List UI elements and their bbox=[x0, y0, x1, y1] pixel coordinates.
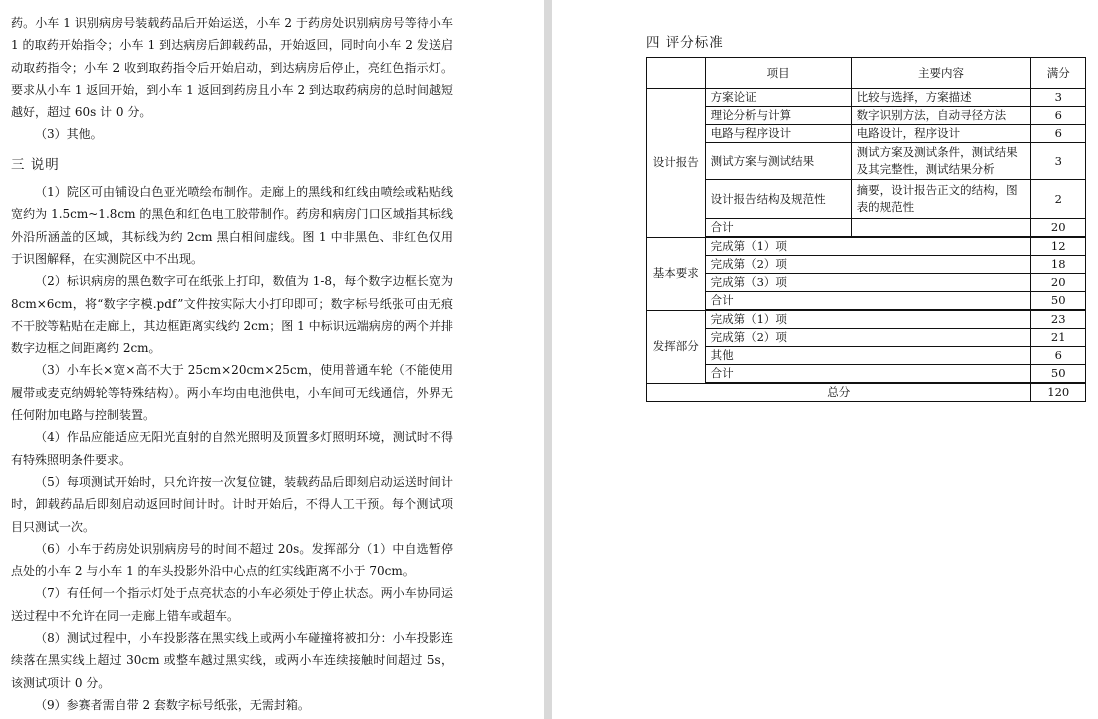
subtotal-row bbox=[647, 292, 1086, 311]
total-value: 120 bbox=[1031, 383, 1086, 402]
table-row bbox=[647, 256, 1086, 274]
content-cell: 数字识别方法，自动寻径方法 bbox=[851, 107, 1031, 125]
subtotal-value: 50 bbox=[1031, 292, 1086, 311]
note-4: （4）作品应能适应无阳光直射的自然光照明及顶置多灯照明环境，测试时不得有特殊照明条件要求。 bbox=[11, 430, 453, 467]
item-cell: 其他 bbox=[705, 347, 1031, 365]
score-cell: 3 bbox=[1031, 89, 1086, 107]
section-4-title: 四 评分标准 bbox=[646, 35, 724, 51]
subtotal-row bbox=[647, 365, 1086, 384]
table-row bbox=[647, 180, 1086, 219]
total-label: 总分 bbox=[647, 383, 1031, 402]
note-2: （2）标识病房的黑色数字可在纸张上打印，数值为 1-8，每个数字边框长宽为 8cm×6cm，将“数字字模.pdf”文件按实际大小打印即可；数字标号纸张可由无痕不干胶等粘贴在走廊上，其边框距离实线约 2cm；图 1 中标识远端病房的两个并排数字边框之间距离约 2cm。 bbox=[11, 274, 453, 356]
intro-paragraph: 药。小车 1 识别病房号装载药品后开始运送，小车 2 于药房处识别病房号等待小车 1 的取药开始指令；小车 1 到达病房后卸载药品，开始返回，同时向小车 2 发送启动取药指令；小车 2 收到取药指令后开始启动，到达病房后停止，亮红色指示灯。要求从小车 1 返回开始，到小车 1 返回到药房且小车 2 到达取药病房的总时间越短越好，超过 60s 计 0 分。 bbox=[11, 16, 453, 120]
subtotal-label: 合计 bbox=[705, 292, 1031, 311]
table-row bbox=[647, 310, 1086, 329]
item-cell: 测试方案与测试结果 bbox=[705, 143, 851, 180]
score-cell: 12 bbox=[1031, 237, 1086, 256]
left-text-column bbox=[11, 12, 453, 716]
document-page-left bbox=[0, 0, 544, 719]
note-9: （9）参赛者需自带 2 套数字标号纸张，无需封箱。 bbox=[35, 697, 310, 712]
item-cell: 完成第（2）项 bbox=[705, 256, 1031, 274]
content-cell: 电路设计，程序设计 bbox=[851, 125, 1031, 143]
header-blank-cell bbox=[647, 58, 706, 89]
table-row bbox=[647, 143, 1086, 180]
total-row bbox=[647, 383, 1086, 402]
item-cell: 方案论证 bbox=[705, 89, 851, 107]
content-cell: 摘要，设计报告正文的结构，图表的规范性 bbox=[851, 180, 1031, 219]
item-cell: 完成第（2）项 bbox=[705, 329, 1031, 347]
item-cell: 完成第（1）项 bbox=[705, 310, 1031, 329]
score-cell: 6 bbox=[1031, 347, 1086, 365]
item-other: （3）其他。 bbox=[35, 127, 103, 142]
item-cell: 完成第（1）项 bbox=[705, 237, 1031, 256]
scoring-table bbox=[646, 57, 1086, 402]
subtotal-value: 20 bbox=[1031, 219, 1086, 238]
score-cell: 23 bbox=[1031, 310, 1086, 329]
item-cell: 完成第（3）项 bbox=[705, 274, 1031, 292]
score-cell: 3 bbox=[1031, 143, 1086, 180]
subtotal-blank bbox=[851, 219, 1031, 238]
note-5: （5）每项测试开始时，只允许按一次复位键，装载药品后即刻启动运送时间计时，卸载药品后即刻启动返回时间计时。计时开始后，不得人工干预。每个测试项目只测试一次。 bbox=[11, 474, 453, 534]
score-cell: 21 bbox=[1031, 329, 1086, 347]
item-cell: 电路与程序设计 bbox=[705, 125, 851, 143]
score-cell: 20 bbox=[1031, 274, 1086, 292]
section-3-title: 三 说明 bbox=[11, 156, 60, 173]
table-row bbox=[647, 89, 1086, 107]
item-cell: 理论分析与计算 bbox=[705, 107, 851, 125]
content-cell: 比较与选择，方案描述 bbox=[851, 89, 1031, 107]
section-label-basic: 基本要求 bbox=[647, 237, 706, 310]
section-label-design-report: 设计报告 bbox=[647, 89, 706, 238]
note-3: （3）小车长×宽×高不大于 25cm×20cm×25cm，使用普通车轮（不能使用履带或麦克纳姆轮等特殊结构）。两小车均由电池供电，小车间可无线通信，外界无任何附加电路与控制装置。 bbox=[11, 363, 453, 423]
score-cell: 6 bbox=[1031, 125, 1086, 143]
subtotal-label: 合计 bbox=[705, 219, 851, 238]
table-header-row bbox=[647, 58, 1086, 89]
header-score: 满分 bbox=[1031, 58, 1086, 89]
document-page-right bbox=[552, 0, 1098, 719]
note-1: （1）院区可由铺设白色亚光喷绘布制作。走廊上的黑线和红线由喷绘或粘贴线宽约为 1.5cm~1.8cm 的黑色和红色电工胶带制作。药房和病房门口区域指其标线外沿所涵盖的区域，其标线为约 2cm 黑白相间虚线。图 1 中非黑色、非红色仅用于识图解释，在实测院区中不出现。 bbox=[11, 185, 453, 266]
table-row bbox=[647, 274, 1086, 292]
score-cell: 18 bbox=[1031, 256, 1086, 274]
table-row bbox=[647, 107, 1086, 125]
item-cell: 设计报告结构及规范性 bbox=[705, 180, 851, 219]
content-cell: 测试方案及测试条件，测试结果及其完整性，测试结果分析 bbox=[851, 143, 1031, 180]
subtotal-label: 合计 bbox=[705, 365, 1031, 384]
table-row bbox=[647, 347, 1086, 365]
table-row bbox=[647, 125, 1086, 143]
note-6: （6）小车于药房处识别病房号的时间不超过 20s。发挥部分（1）中自选暂停点处的小车 2 与小车 1 的车头投影外沿中心点的红实线距离不小于 70cm。 bbox=[11, 541, 453, 579]
note-7: （7）有任何一个指示灯处于点亮状态的小车必须处于停止状态。两小车协同运送过程中不允许在同一走廊上错车或超车。 bbox=[11, 586, 453, 623]
subtotal-row bbox=[647, 219, 1086, 238]
score-cell: 2 bbox=[1031, 180, 1086, 219]
note-8: （8）测试过程中，小车投影落在黑实线上或两小车碰撞将被扣分：小车投影连续落在黑实线上超过 30cm 或整车越过黑实线，或两小车连续接触时间超过 5s，该测试项计 0 分。 bbox=[11, 631, 453, 690]
section-label-advanced: 发挥部分 bbox=[647, 310, 706, 383]
table-row bbox=[647, 237, 1086, 256]
table-row bbox=[647, 329, 1086, 347]
header-item: 项目 bbox=[705, 58, 851, 89]
score-cell: 6 bbox=[1031, 107, 1086, 125]
subtotal-value: 50 bbox=[1031, 365, 1086, 384]
header-content: 主要内容 bbox=[851, 58, 1031, 89]
